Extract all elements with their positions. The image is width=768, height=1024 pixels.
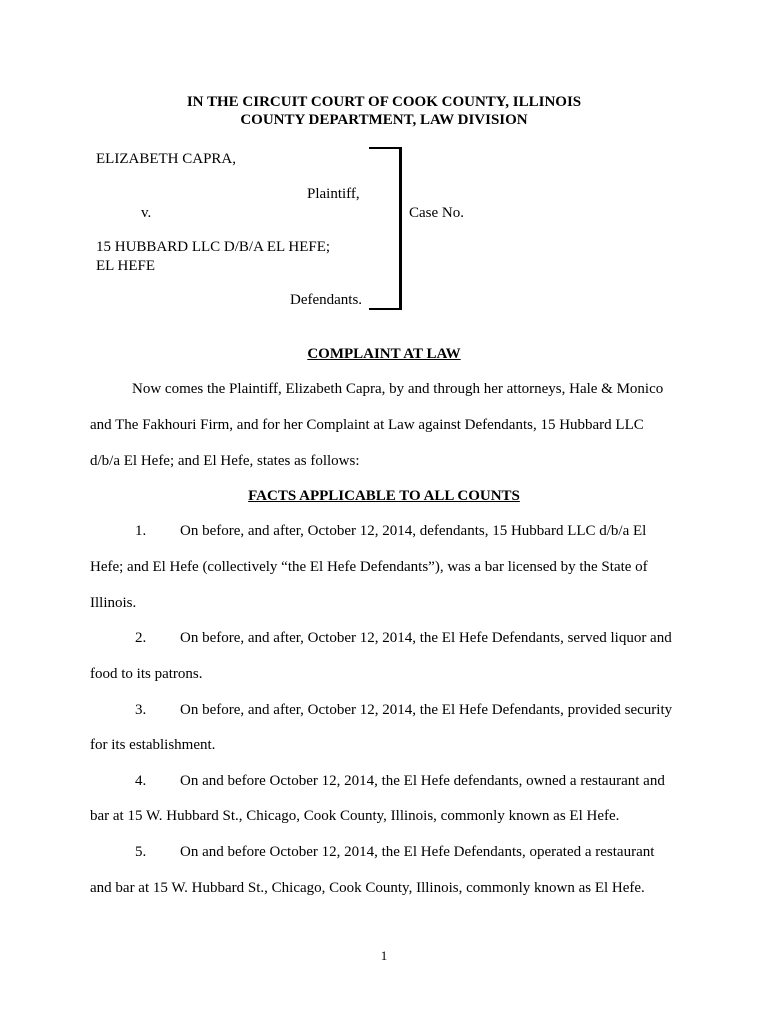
facts-heading: FACTS APPLICABLE TO ALL COUNTS: [248, 488, 520, 504]
paragraph-line: On before, and after, October 12, 2014, the El Hefe Defendants, provided security: [180, 702, 673, 718]
caption-bracket-bottom: [369, 308, 402, 310]
court-name: IN THE CIRCUIT COURT OF COOK COUNTY, ILLINOIS: [186, 94, 582, 110]
paragraph-line: food to its patrons.: [90, 666, 203, 682]
paragraph-number: 5.: [135, 844, 147, 860]
caption-bracket-top: [369, 147, 402, 149]
intro-line: Now comes the Plaintiff, Elizabeth Capra, by and through her attorneys, Hale & Monico: [132, 381, 664, 397]
paragraph-line: On and before October 12, 2014, the El Hefe defendants, owned a restaurant and: [180, 773, 665, 789]
paragraph-line: On before, and after, October 12, 2014, defendants, 15 Hubbard LLC d/b/a El: [180, 523, 647, 539]
defendant-role: Defendants.: [290, 292, 363, 308]
paragraph-number: 2.: [135, 630, 147, 646]
paragraph-number: 1.: [135, 523, 147, 539]
defendant-name-line2: EL HEFE: [96, 258, 156, 274]
paragraph-number: 4.: [135, 773, 147, 789]
paragraph-line: On and before October 12, 2014, the El Hefe Defendants, operated a restaurant: [180, 844, 655, 860]
court-division: COUNTY DEPARTMENT, LAW DIVISION: [240, 112, 528, 128]
page-number: 1: [380, 948, 388, 963]
intro-line: and The Fakhouri Firm, and for her Complaint at Law against Defendants, 15 Hubbard LLC: [90, 417, 644, 433]
paragraph-line: and bar at 15 W. Hubbard St., Chicago, Cook County, Illinois, commonly known as El Hefe.: [90, 880, 645, 896]
case-number-label: Case No.: [409, 205, 464, 221]
plaintiff-role: Plaintiff,: [307, 186, 360, 202]
complaint-title: COMPLAINT AT LAW: [307, 346, 461, 362]
paragraph-line: Illinois.: [90, 595, 137, 611]
caption-bracket: [399, 147, 402, 310]
paragraph-line: for its establishment.: [90, 737, 216, 753]
intro-line: d/b/a El Hefe; and El Hefe, states as follows:: [90, 453, 360, 469]
paragraph-number: 3.: [135, 702, 147, 718]
versus-label: v.: [141, 205, 152, 221]
paragraph-line: On before, and after, October 12, 2014, the El Hefe Defendants, served liquor and: [180, 630, 672, 646]
plaintiff-name: ELIZABETH CAPRA,: [96, 151, 236, 167]
paragraph-line: Hefe; and El Hefe (collectively “the El Hefe Defendants”), was a bar licensed by the State of: [90, 559, 648, 575]
defendant-name-line1: 15 HUBBARD LLC D/B/A EL HEFE;: [96, 239, 331, 255]
paragraph-line: bar at 15 W. Hubbard St., Chicago, Cook County, Illinois, commonly known as El Hefe.: [90, 808, 620, 824]
